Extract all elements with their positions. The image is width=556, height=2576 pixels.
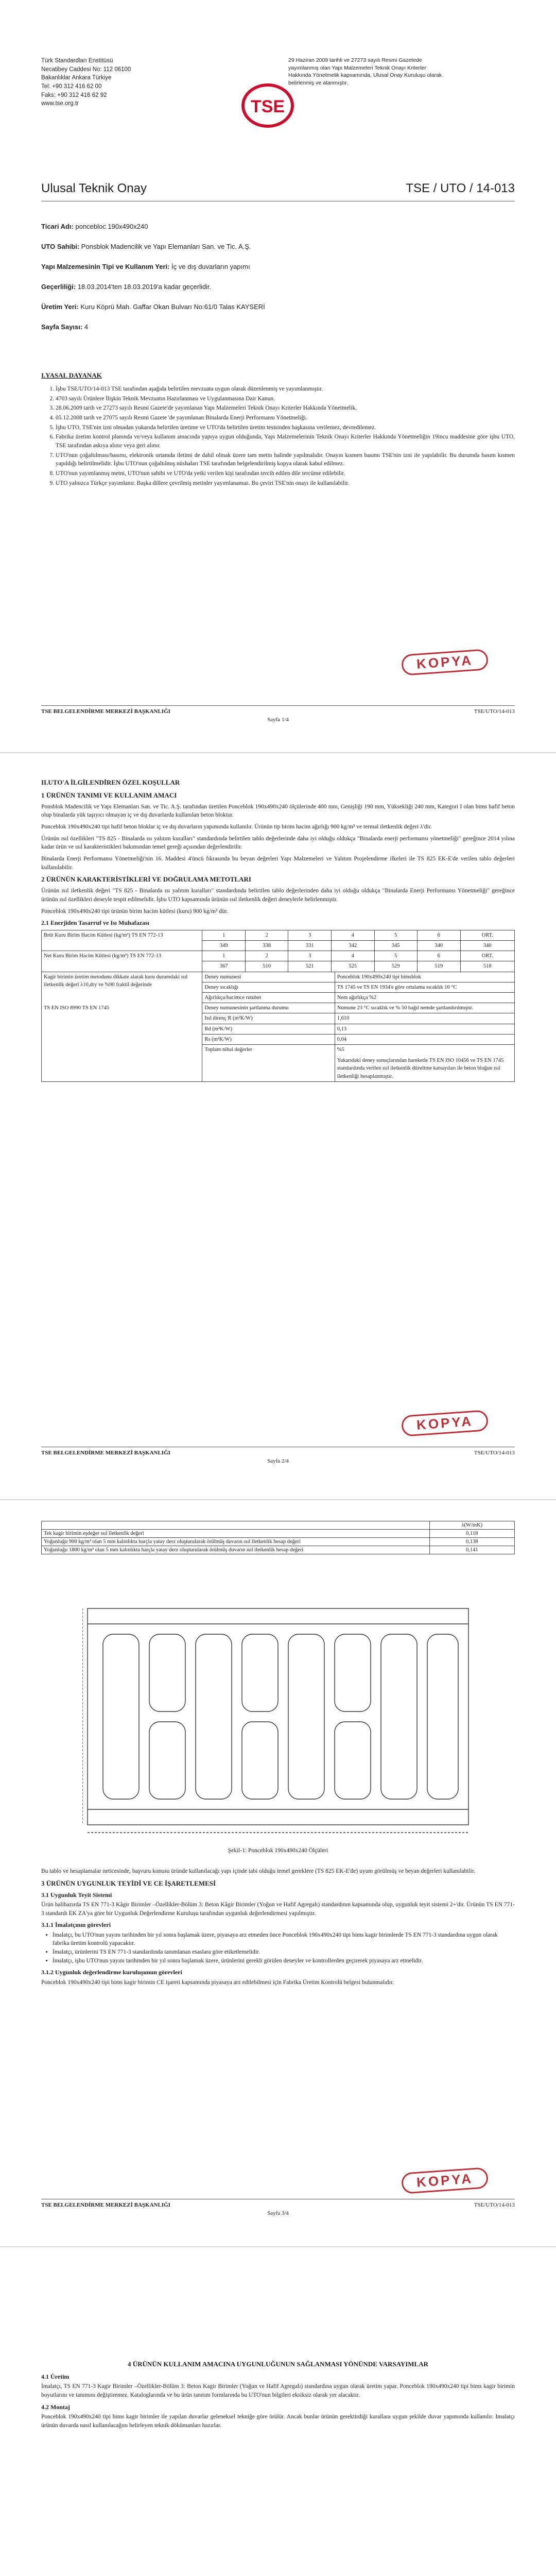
list-item: 7. UTO'nun çoğaltılması/basımı, elektronik ortamda iletimi de dahil olmak üzere tam metin halinde yapılmalıdır. Onayın kısmen basımı TSE'nin izni ile yapılabilir. Bu durumda basım kısmen yapıldığı belirtilmelidir. İşbu UTO'nun çoğaltılmış nüshaları TSE tarafından belgelendirilmiş kopya olarak kabul edilmez. bbox=[56, 451, 515, 468]
tse-logo-icon bbox=[237, 77, 299, 134]
table-cell: 0,141 bbox=[429, 1546, 514, 1554]
list-item: 6. Fabrika üretim kontrol planında ve/veya kullanım amacında yapıya uygun olduğunda, Yapı Malzemelerinin Teknik Onayı Kriterler Hakkında Yönetmeliğin 19incu maddesine göre işbu UTO, TSE tarafından askıya alınır veya geri alınır. bbox=[56, 433, 515, 450]
subsection-title: 3 ÜRÜNÜN UYGUNLUK TEYİDİ VE CE İŞARETLEMESİ bbox=[41, 1879, 216, 1887]
page-4 bbox=[0, 2247, 556, 2576]
table-cell: Brüt Kuru Birim Hacim Kütlesi (kg/m³) TS EN 772-13 bbox=[42, 930, 202, 951]
list-item: 4. 05.12.2008 tarih ve 27075 sayılı Resmi Gazete 'de yayımlanan Binalarda Enerji Performansı Yönetmeliği. bbox=[56, 414, 515, 422]
list-item: 1. İşbu TSE/UTO/14-013 TSE tarafından aşağıda belirtilen mevzuata uygun olarak düzenlenmiş ve yayımlanmıştır. bbox=[56, 385, 515, 394]
table-cell: Rd (m²K/W) bbox=[202, 1024, 335, 1034]
issuer-line: Necatibey Caddesi No: 112 06100 bbox=[41, 66, 131, 73]
issuer-line: Bakanlıklar Ankara Türkiye bbox=[41, 75, 112, 81]
list-item: • İmalatçı, bu UTO'nun yayını tarihinden bir yıl sonra başlamak üzere, piyasaya arz etmeden önce Ponceblok 190x490x240 tipi bims kagir birimlerde TS EN 771-3 standardına uygun olarak fabrika üretim kontrolü yapacaktır. bbox=[53, 1931, 515, 1948]
table-cell: 345 bbox=[374, 940, 418, 951]
table-cell: 0,138 bbox=[429, 1538, 514, 1546]
table-cell: 340 bbox=[460, 940, 514, 951]
assumptions-section bbox=[41, 2360, 515, 2433]
table-cell: 0,13 bbox=[335, 1024, 514, 1034]
table-cell: 3 bbox=[288, 951, 332, 961]
paragraph: Ponceblok 190x490x240 tipi hafif beton bloklar iç ve dış duvarların yapımında kullanılır. Ürünün tip birim hacim ağırlığı 900 kg/m³ ve termal iletkenlik değeri λ'dir. bbox=[41, 824, 432, 831]
table-cell: TS 1745 ve TS EN 1934'e göre ortalama sıcaklık 10 °C bbox=[335, 982, 514, 992]
table-cell: Ağırlıkça/hacimce rutubet bbox=[202, 992, 335, 1003]
conductivity-section bbox=[41, 1521, 515, 1554]
table-cell: Numune 23 °C sıcaklık ve % 50 bağıl nemde şartlandırılmıştır. bbox=[335, 1003, 514, 1013]
field-trade-name: Ticari Adı: poncebloc 190x490x240 bbox=[41, 223, 148, 230]
table-cell: 0,118 bbox=[429, 1530, 514, 1538]
table-cell: Isıl direnç R (m²K/W) bbox=[202, 1013, 335, 1024]
field-owner: UTO Sahibi: Ponsblok Madencilik ve Yapı Elemanları San. ve Tic. A.Ş. bbox=[41, 243, 251, 250]
list-item: 3. 28.06.2009 tarih ve 27273 sayılı Resmi Gazete'de yayımlanan Yapı Malzemeleri Teknik Onayı Kriterler Hakkında Yönetmelik. bbox=[56, 404, 515, 413]
table-cell: 1,610 bbox=[335, 1013, 514, 1024]
conformity-section bbox=[41, 1867, 515, 1990]
table-cell: 521 bbox=[288, 961, 332, 972]
copy-stamp: KOPYA bbox=[401, 649, 489, 676]
paragraph: Ürünün ısıl iletkenlik değeri "TS 825 - Binalarda ısı yalıtım kuralları" standardında belirtilen tablo değerlerinden daha iyi olduğu oldukça "Binalarda Enerji Performansı Yönetmeliği" gereğince ürünün ısıl özellikleri deneyle tespit edilmelidir. İşbu UTO kapsamında ürünün ısıl iletkenlik değeri deneylerle belirlenmiştir. bbox=[41, 888, 515, 903]
figure-caption: Şekil-1: Ponceblok 190x490x240 Ölçüleri bbox=[228, 1848, 328, 1854]
subsection-title: 2 ÜRÜNÜN KARAKTERİSTİKLERİ VE DOĞRULAMA METOTLARI bbox=[41, 875, 251, 884]
issuer-line: Tel: +90 312 416 62 00 bbox=[41, 83, 102, 90]
copy-stamp: KOPYA bbox=[401, 2167, 489, 2194]
table-cell: 518 bbox=[460, 961, 514, 972]
table-cell-text: TS EN ISO 8990 TS EN 1745 bbox=[44, 1005, 109, 1011]
footer-left: TSE BELGELENDİRME MERKEZİ BAŞKANLIĞI bbox=[41, 708, 170, 715]
table-title: 2.1 Enerjiden Tasarruf ve Isı Muhafazası bbox=[41, 919, 150, 927]
paragraph: Binalarda Enerji Performansı Yönetmeliği'nin 16. Maddesi 4'üncü fıkrasında bu beyan değerleri Yapı Malzemeleri ve Yalıtım Projelendirme ilkeleri ile TS 825 EK-E'de verilen tablo değerleri kullanılabilir. bbox=[41, 856, 515, 871]
table-cell: 342 bbox=[332, 940, 375, 951]
subsection-title: 4.1 Üretim bbox=[41, 2372, 70, 2380]
document-title: Ulusal Teknik Onay bbox=[41, 181, 147, 195]
paragraph: Ponceblok 190x490x240 tipi bims kagir birimler ile yapılan duvarlar geleneksel tekniğe göre örülür. Ancak bunlar ürünün gerektirdiği kurallara uygun şekilde duvar yapımında kullanılır. Imalatçı ürünün duvarda nasıl kullanılacağını belirleyen teknik dökümanları hazırlar. bbox=[41, 2413, 515, 2429]
page-1 bbox=[0, 0, 556, 752]
subsection-title: 4.2 Montaj bbox=[41, 2403, 70, 2411]
page-2 bbox=[0, 753, 556, 1499]
copy-stamp: KOPYA bbox=[401, 1410, 489, 1437]
table-cell: ORT. bbox=[460, 930, 514, 940]
table-cell: 2 bbox=[245, 951, 288, 961]
paragraph: Bu tablo ve hesaplamalar neticesinde, başvuru konusu üründe kullanılacağı yapı içinde tabi olduğu temel gereklere (TS 825 EK-E'de) uyum görülmüş ve beyan değerleri kullanılabilir. bbox=[41, 1868, 475, 1874]
subsection-title: 1 ÜRÜNÜN TANIMI VE KULLANIM AMACI bbox=[41, 791, 177, 799]
table-cell: 3 bbox=[288, 930, 332, 940]
field-page-count: Sayfa Sayısı: 4 bbox=[41, 323, 89, 331]
list-item: • İmalatçı, ürünlerini TS EN 771-3 standardında tanımlanan esaslara göre etiketlemelidir. bbox=[53, 1948, 515, 1957]
footer-left: TSE BELGELENDİRME MERKEZİ BAŞKANLIĞI bbox=[41, 1450, 170, 1456]
list-item: 5. İşbu UTO, TSE'nin izni olmadan yukarıda belirtilen üretime ve UTO'da belirtilen üretim tesisinden başkasına verilemez, devredilemez. bbox=[56, 423, 515, 432]
table-cell bbox=[335, 1045, 514, 1082]
table-cell: Ponceblok 190x490x240 tipi bimsblok bbox=[335, 972, 514, 982]
table-cell: 1 bbox=[202, 930, 246, 940]
table-cell bbox=[42, 972, 202, 1081]
appointment-note: 29 Haziran 2009 tarihli ve 27273 sayılı Resmi Gazetede yayımlanmış olan Yapı Malzemeleri Teknik Onayı Kriterler Hakkında Yönetmelik kapsamında, Ulusal Onay Kuruluşu olarak belirlenmiş ve atanmıştır. bbox=[288, 57, 442, 87]
table-cell: 519 bbox=[418, 961, 461, 972]
table-cell: 349 bbox=[202, 940, 246, 951]
approval-fields bbox=[41, 223, 515, 331]
paragraph: Ponceblok 190x490x240 tipi bims kagir birimin CE işareti kapsamında piyasaya arz edilebilmesi için Fabrika Üretim Kontrolü belgesi bulunmalıdır. bbox=[41, 1979, 394, 1986]
section-title: 4 ÜRÜNÜN KULLANIM AMACINA UYGUNLUĞUNUN SAĞLANMASI YÖNÜNDE VARSAYIMLAR bbox=[128, 2360, 428, 2368]
issuer-line: Faks: +90 312 416 62 92 bbox=[41, 92, 107, 98]
table-cell: λ(W/mK) bbox=[429, 1521, 514, 1530]
list-item: 2. 4703 sayılı Ürünlere İlişkin Teknik Mevzuatın Hazırlanması ve Uygulanmasına Dair Kanun. bbox=[56, 395, 515, 403]
paragraph: Ponceblok 190x490x240 tipi ürünün birim hacim kütlesi (kuru) 900 kg/m³ dür. bbox=[41, 908, 228, 914]
section-title: II.UTO'A İLGİLENDİREN ÖZEL KOŞULLAR bbox=[41, 778, 180, 786]
table-cell: Deney sıcaklığı bbox=[202, 982, 335, 992]
table-cell: Net Kuru Birim Hacim Kütlesi (kg/m³) TS EN 772-13 bbox=[42, 951, 202, 972]
logo-text: TSE bbox=[250, 97, 285, 116]
table-cell-text: Kagir birimin üretim metodunu dikkate alarak kuru durumdaki ısıl iletkenlik değeri λ10,dry ve %90 fraktil değerinde bbox=[44, 974, 188, 988]
table-cell: Tek kagir birimin eşdeğer ısıl iletkenlik değeri bbox=[42, 1530, 430, 1538]
field-production-site: Üretim Yeri: Kuru Köprü Mah. Gaffar Okan Bulvarı No:61/0 Talas KAYSERİ bbox=[41, 303, 265, 311]
legal-basis bbox=[41, 371, 515, 488]
table-cell: Deney numunesinin şartlanma durumu bbox=[202, 1003, 335, 1013]
table-cell: ORT. bbox=[460, 951, 514, 961]
table-cell-text: %5 bbox=[337, 1047, 344, 1053]
thermal-test-table bbox=[41, 972, 515, 1082]
table-cell bbox=[42, 1521, 430, 1530]
table-cell: 0,04 bbox=[335, 1034, 514, 1044]
issuer-line: www.tse.org.tr bbox=[41, 100, 79, 107]
issuer-line: Türk Standardları Enstitüsü bbox=[41, 58, 113, 64]
page-number: Sayfa 2/4 bbox=[267, 1458, 289, 1464]
table-cell: 4 bbox=[332, 951, 375, 961]
subsection-title: 3.1.2 Uygunluk değerlendirme kuruluşunun görevleri bbox=[41, 1969, 182, 1976]
list-item: • İmalatçı, işbu UTO'nun yayını tarihinden bir yıl sonra başlamak üzere, ürünlerini gerekli görülen deneyler ve kontrollerden geçirerek piyasaya arz etmelidir. bbox=[53, 1957, 515, 1965]
table-cell: Toplam nihai değerler bbox=[202, 1045, 335, 1082]
footer-doc-number: TSE/UTO/14-013 bbox=[474, 708, 515, 715]
field-type-use: Yapı Malzemesinin Tipi ve Kullanım Yeri: İç ve dış duvarların yapımı bbox=[41, 263, 250, 270]
page-number: Sayfa 1/4 bbox=[267, 717, 289, 723]
table-cell: 2 bbox=[245, 930, 288, 940]
subsection-title: 3.1.1 İmalatçının görevleri bbox=[41, 1921, 111, 1929]
field-validity: Geçerliliği: 18.03.2014'ten 18.03.2019'a kadar geçerlidir. bbox=[41, 283, 212, 291]
footer-left: TSE BELGELENDİRME MERKEZİ BAŞKANLIĞI bbox=[41, 2202, 170, 2208]
table-cell: 4 bbox=[332, 930, 375, 940]
paragraph: Ponsblok Madencilik ve Yapı Elemanları San. ve Tic. A.Ş. tarafından üretilen Ponceblok 190x490x240 ölçülerinde 400 mm, Genişliği 190 mm, Yüksekliği 240 mm, Kategori I olan bims hafif beton olup binalarda yük taşıyıcı olmayan iç ve dış duvarlarda kullanılan beton bloktur. bbox=[41, 803, 515, 819]
table-cell: Nem ağırlıkça %2 bbox=[335, 992, 514, 1003]
page-3 bbox=[0, 1500, 556, 2246]
list-item: 8. UTO'nun yayımlanmış metni, UTO'nun sahibi ve UTO'da yetki verilen kişi tarafından tercih edilen dile tercüme edilebilir. bbox=[56, 469, 515, 478]
table-cell: 525 bbox=[332, 961, 375, 972]
document-header bbox=[41, 181, 515, 202]
special-conditions bbox=[41, 778, 515, 1082]
duties-list bbox=[41, 1931, 515, 1965]
density-table bbox=[41, 930, 515, 972]
table-cell: 510 bbox=[245, 961, 288, 972]
table-cell: 5 bbox=[374, 951, 418, 961]
page-number: Sayfa 3/4 bbox=[267, 2210, 289, 2216]
table-cell: 5 bbox=[374, 930, 418, 940]
table-cell: 367 bbox=[202, 961, 246, 972]
table-cell: 340 bbox=[418, 940, 461, 951]
table-cell: 6 bbox=[418, 951, 461, 961]
table-cell: Yoğunluğu 1800 kg/m³ olan 5 mm kalınlıkta harçla yatay derz oluşturularak örülmüş duvarın ısıl iletkenlik hesap değeri bbox=[42, 1546, 430, 1554]
document-number: TSE / UTO / 14-013 bbox=[406, 181, 515, 195]
block-drawing bbox=[82, 1598, 474, 1840]
table-cell: Deney numunesi bbox=[202, 972, 335, 982]
paragraph: Ürün halihazırda TS EN 771-3 Kâgir Birimler –Özellikler-Bölüm 3: Beton Kâgir Birimler (Yoğun ve Hafif Agregalı) standardının kapsamında olup, uygunluk teyit sistemi 2+'dir. Ürünün TS EN 771-3 standardı EK ZA'ya göre bir Uygunluk Değerlendirme Kuruluşu tarafından uygunluk değerlendirmesi yapılmıştır. bbox=[41, 1901, 515, 1917]
table-cell-text: Yukarıdaki deney sonuçlarından hareketle TS EN ISO 10456 ve TS EN 1745 standardında verilen ısıl iletkenlik düzeltme katsayıları ile beton bloğun ısıl iletkenliği hesaplanmıştır. bbox=[337, 1058, 504, 1079]
table-cell: 331 bbox=[288, 940, 332, 951]
conductivity-table bbox=[41, 1521, 515, 1554]
issuer-address bbox=[41, 57, 165, 108]
legal-list bbox=[41, 385, 515, 487]
footer-doc-number: TSE/UTO/14-013 bbox=[474, 2202, 515, 2208]
table-cell: Yoğunluğu 900 kg/m³ olan 5 mm kalınlıkta harçla yatay derz oluşturularak örülmüş duvarın ısıl iletkenlik hesap değeri bbox=[42, 1538, 430, 1546]
subsection-title: 3.1 Uygunluk Teyit Sistemi bbox=[41, 1891, 112, 1899]
paragraph: İmalatçı, TS EN 771-3 Kagir Birimler –Özellikler-Bölüm 3: Beton Kagir Birimler (Yoğun ve Hafif Agregalı) standardına uygun olarak üretim yapar. Ponceblok 190x490x240 tipi bims kagir birimin boyutlarını ve tanımını değiştiremez. Kataloglarında ve bu ürün tanıtım formlarında bu UTO'nun bilgileri eksiksiz olarak yer alacaktır. bbox=[41, 2383, 515, 2398]
table-cell: 1 bbox=[202, 951, 246, 961]
table-cell: Rs (m²K/W) bbox=[202, 1034, 335, 1044]
paragraph: Ürünün ısıl özellikleri "TS 825 - Binalarda ısı yalıtım kuralları" standardında belirtilen tablo değerlerinde daha iyi olduğu oldukça "Binalarda enerji performansı yönetmeliği" gereğince 2014 yılına kadar ürün ve ısıl karakteristikleri bakımından temel gereği açısından değerlendirilir. bbox=[41, 835, 515, 851]
table-cell: 338 bbox=[245, 940, 288, 951]
list-item: 9. UTO yalnızca Türkçe yayımlanır. Başka dillere çevrilmiş metinler yayımlanamaz. Bu çeviri TSE'nin onayı ile kullanılabilir. bbox=[56, 479, 515, 488]
footer-doc-number: TSE/UTO/14-013 bbox=[474, 1450, 515, 1456]
table-cell: 529 bbox=[374, 961, 418, 972]
table-cell: 6 bbox=[418, 930, 461, 940]
section-title: I.YASAL DAYANAK bbox=[41, 371, 102, 379]
